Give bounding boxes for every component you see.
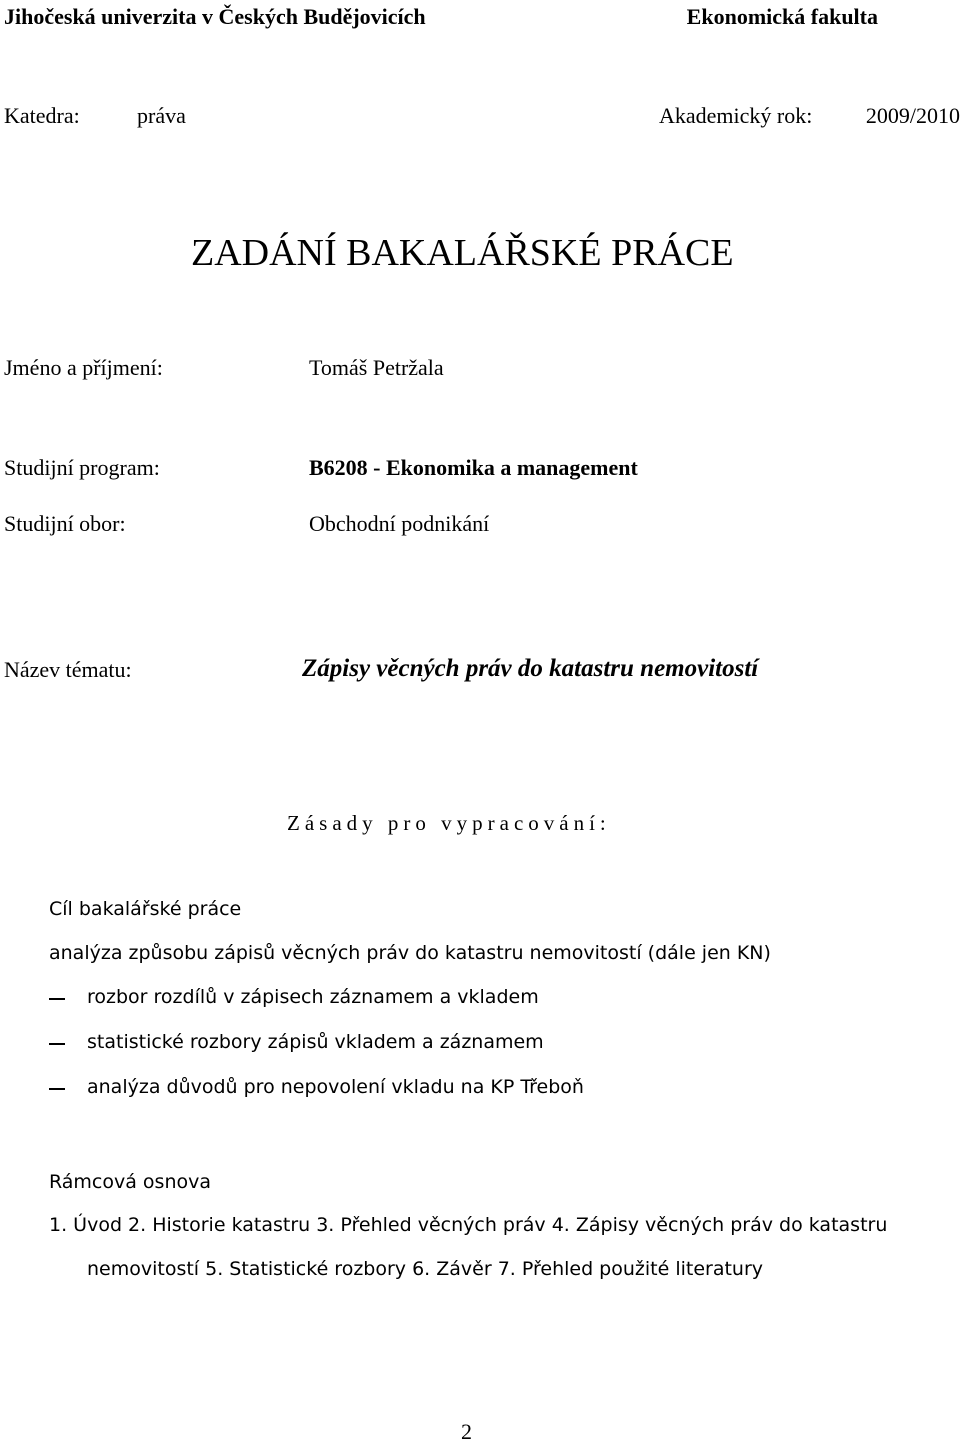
program-label: Studijní program: [4, 455, 160, 480]
name-label: Jméno a příjmení: [4, 355, 163, 380]
outline-line-1: 1. Úvod 2. Historie katastru 3. Přehled věcných práv 4. Zápisy věcných práv do katastru [49, 1214, 888, 1236]
field-value: Obchodní podnikání [309, 511, 490, 536]
goal-heading: Cíl bakalářské práce [49, 898, 242, 920]
faculty-name: Ekonomická fakulta [686, 4, 878, 29]
goal-text: analýza způsobu zápisů věcných práv do katastru nemovitostí (dále jen KN) [49, 942, 771, 964]
goal-item: rozbor rozdílů v zápisech záznamem a vkladem [87, 986, 539, 1008]
university-name: Jihočeská univerzita v Českých Budějovicích [4, 4, 426, 29]
document-title: ZADÁNÍ BAKALÁŘSKÉ PRÁCE [191, 232, 734, 274]
outline-line-2: nemovitostí 5. Statistické rozbory 6. Závěr 7. Přehled použité literatury [87, 1258, 764, 1280]
department-label: Katedra: [4, 103, 80, 128]
outline-heading: Rámcová osnova [49, 1171, 212, 1193]
page-number: 2 [461, 1419, 472, 1444]
field-label: Studijní obor: [4, 511, 126, 536]
topic-label: Název tématu: [4, 657, 132, 682]
topic-value: Zápisy věcných práv do katastru nemovitostí [302, 655, 759, 682]
goal-item: statistické rozbory zápisů vkladem a záznamem [87, 1031, 544, 1053]
program-value: B6208 - Ekonomika a management [309, 455, 638, 480]
dash-bullet [49, 998, 65, 1000]
academic-year-label: Akademický rok: [659, 103, 813, 128]
name-value: Tomáš Petržala [309, 355, 444, 380]
academic-year-value: 2009/2010 [865, 103, 960, 128]
department-value: práva [137, 103, 186, 128]
dash-bullet [49, 1088, 65, 1090]
principles-heading: Zásady pro vypracování: [287, 811, 611, 835]
dash-bullet [49, 1043, 65, 1045]
goal-item: analýza důvodů pro nepovolení vkladu na KP Třeboň [87, 1076, 584, 1098]
